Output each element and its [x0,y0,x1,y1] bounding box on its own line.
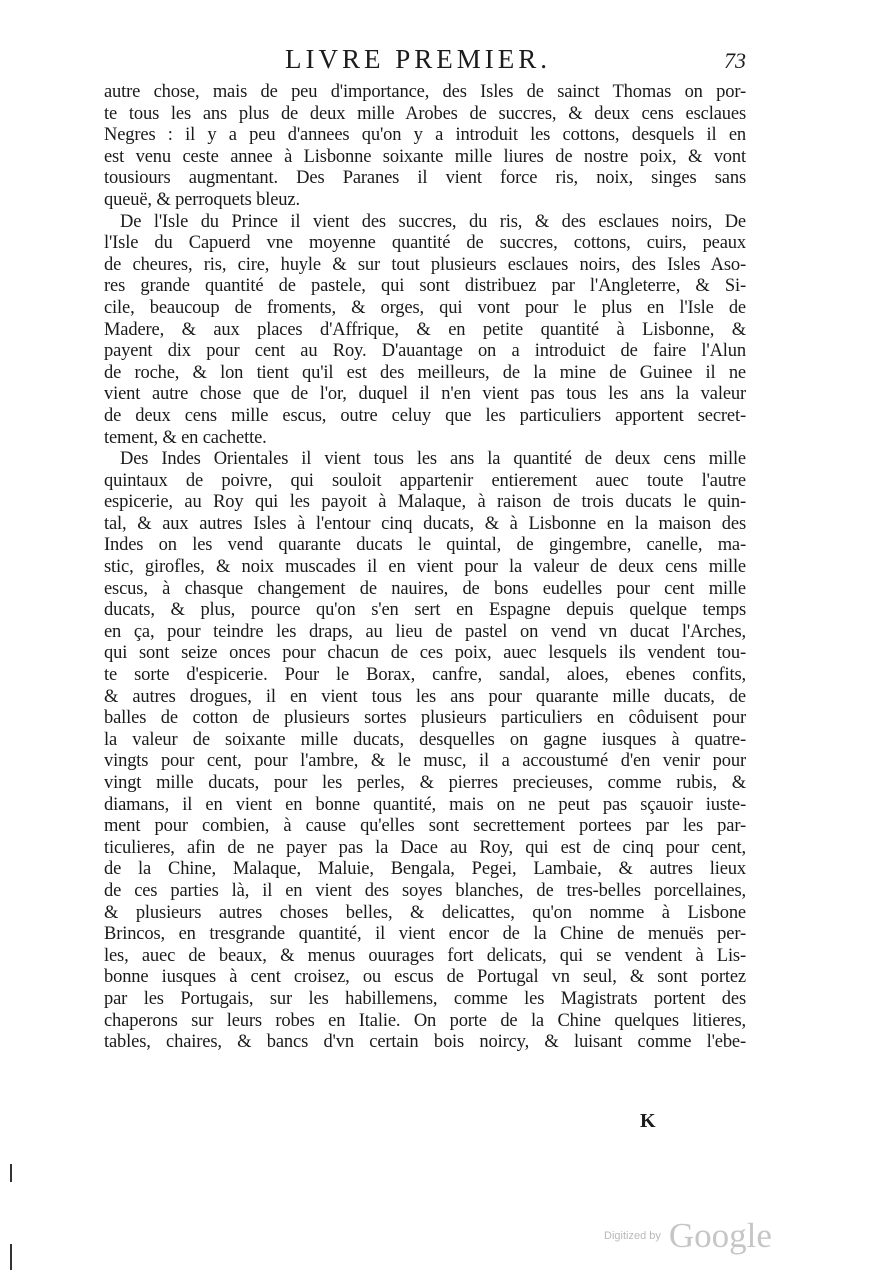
text-line: de cheures, ris, cire, huyle & sur tout plusieurs esclaues noirs, des Isles Aso- [104,254,746,275]
text-line: diamans, il en vient en bonne quantité, mais on ne peut pas sçauoir iuste- [104,794,746,815]
page-header [0,44,877,84]
text-line: qui sont seize onces pour chacun de ces poix, auec lesquels ils vendent tou- [104,643,746,664]
text-line: vient autre chose que de l'or, duquel il n'en vient pas tous les ans la valeur [104,384,746,405]
text-line: chaperons sur leurs robes en Italie. On porte de la Chine quelques litieres, [104,1010,746,1031]
text-line: tal, & aux autres Isles à l'entour cinq ducats, & à Lisbonne en la maison des [104,513,746,534]
text-line: balles de cotton de plusieurs sortes plusieurs particuliers en côduisent pour [104,708,746,729]
text-line: est venu ceste annee à Lisbonne soixante mille liures de nostre poix, & vont [104,146,746,167]
text-line: Indes on les vend quarante ducats le quintal, de gingembre, canelle, ma- [104,535,746,556]
signature-mark: K [640,1110,656,1132]
text-line: de deux cens mille escus, outre celuy que les particuliers apportent secret- [104,405,746,426]
paragraph-start: De l'Isle du Prince il vient des succres, du ris, & des esclaues noirs, De [120,211,746,232]
text-line: en ça, pour teindre les draps, au lieu de pastel on vend vn ducat l'Arches, [104,621,746,642]
text-line: tables, chaires, & bancs d'vn certain bois noircy, & luisant comme l'ebe- [104,1032,746,1053]
text-line: tousiours augmentant. Des Paranes il vient force ris, noix, singes sans [104,168,746,189]
margin-mark [10,1164,12,1182]
text-line: de roche, & lon tient qu'il est des meilleurs, de la mine de Guinee il ne [104,362,746,383]
text-line: bonne iusques à cent croisez, ou escus de Portugal vn seul, & sont portez [104,967,746,988]
text-line: Brincos, en tresgrande quantité, il vient encor de la Chine de menuës per- [104,924,746,945]
watermark-caption: Digitized by [604,1230,661,1242]
text-line: & autres drogues, il en vient tous les ans pour quarante mille ducats, de [104,686,746,707]
text-line: espicerie, au Roy qui les payoit à Malaque, à raison de trois ducats le quin- [104,492,746,513]
text-line: de la Chine, Malaque, Maluie, Bengala, Pegei, Lambaie, & autres lieux [104,859,746,880]
text-line: de ces parties là, il en vient des soyes blanches, de tres-belles porcellaines, [104,880,746,901]
text-line: & plusieurs autres choses belles, & delicattes, qu'on nomme à Lisbone [104,902,746,923]
text-line: tement, & en cachette. [104,427,267,448]
text-line: l'Isle du Capuerd vne moyenne quantité de succres, cottons, cuirs, peaux [104,233,746,254]
text-line: queuë, & perroquets bleuz. [104,189,300,210]
margin-mark [10,1244,12,1270]
text-line: ducats, & plus, pource qu'on s'en sert en Espagne depuis quelque temps [104,600,746,621]
text-line: res grande quantité de pastele, qui sont distribuez par l'Angleterre, & Si- [104,276,746,297]
google-watermark [604,1216,772,1256]
text-line: Madere, & aux places d'Affrique, & en petite quantité à Lisbonne, & [104,319,746,340]
text-line: te sorte d'espicerie. Pour le Borax, canfre, sandal, aloes, ebenes confits, [104,665,746,686]
text-line: ment pour combien, à cause qu'elles sont secrettement portees par les par- [104,816,746,837]
text-line: escus, à chasque changement de nauires, de bons eudelles pour cent mille [104,578,746,599]
running-title: LIVRE PREMIER. [285,44,552,74]
google-logo: Google [668,1216,772,1255]
text-line: les, auec de beaux, & menus ouurages fort delicats, qui se vendent à Lis- [104,945,746,966]
body-text [104,82,746,1054]
text-line: te tous les ans plus de deux mille Arobes de succres, & deux cens esclaues [104,103,746,124]
paragraph-start: Des Indes Orientales il vient tous les ans la quantité de deux cens mille [120,449,746,470]
text-line: par les Portugais, sur les habillemens, comme les Magistrats portent des [104,988,746,1009]
text-line: vingts pour cent, pour l'ambre, & le musc, il a accoustumé d'en venir pour [104,751,746,772]
text-line: la valeur de soixante mille ducats, desquelles on gagne iusques à quatre- [104,729,746,750]
text-line: stic, girofles, & noix muscades il en vient pour la valeur de deux cens mille [104,557,746,578]
text-line: vingt mille ducats, pour les perles, & pierres precieuses, comme rubis, & [104,773,746,793]
text-line: Negres : il y a peu d'annees qu'on y a introduit les cottons, desquels il en [104,125,746,146]
text-line: ticulieres, afin de ne payer pas la Dace au Roy, qui est de cinq pour cent, [104,837,746,858]
text-line: payent dix pour cent au Roy. D'auantage on a introduict de faire l'Alun [104,341,746,362]
page-number: 73 [724,48,746,73]
text-line: cile, beaucoup de froments, & orges, qui vont pour le plus en l'Isle de [104,297,746,318]
text-line: quintaux de poivre, qui souloit appartenir entierement auec toute l'autre [104,470,746,491]
text-line: autre chose, mais de peu d'importance, des Isles de sainct Thomas on por- [104,82,746,102]
